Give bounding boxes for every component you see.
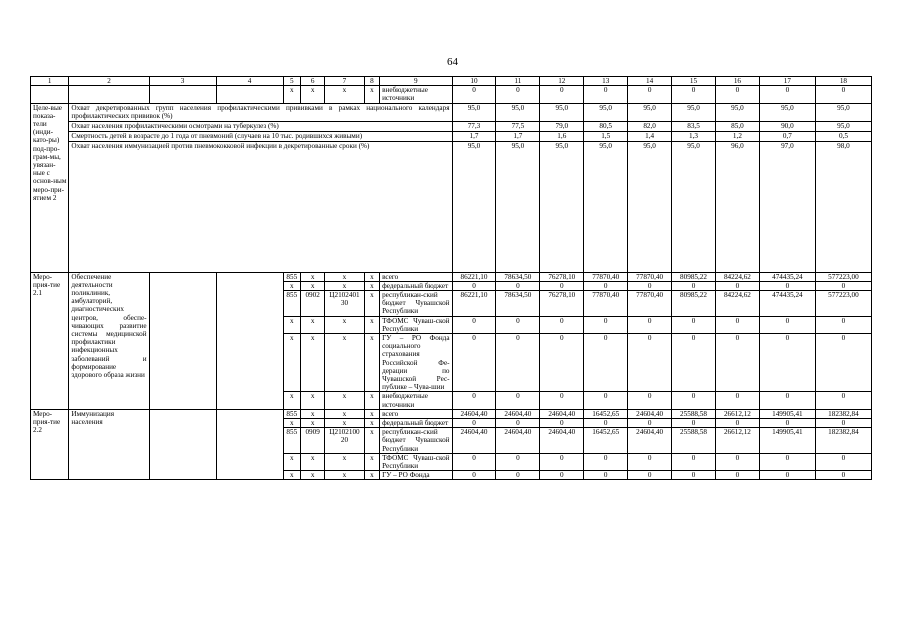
value-cell: 0 [452, 453, 496, 470]
code-cell: x [325, 409, 365, 418]
value-cell: 95,0 [540, 141, 584, 272]
value-cell: 77,3 [452, 121, 496, 131]
code-cell: 0909 [301, 428, 325, 454]
source-cell: федеральный бюджет [380, 419, 452, 428]
value-cell: 0 [584, 453, 628, 470]
value-cell: 95,0 [540, 103, 584, 121]
value-cell: 0 [715, 392, 759, 409]
value-cell: 149905,41 [759, 409, 815, 418]
column-number: 1 [31, 77, 69, 86]
table-row [31, 272, 872, 281]
value-cell: 80985,22 [672, 291, 716, 317]
value-cell: 0 [496, 316, 540, 333]
value-cell: 0 [452, 86, 496, 103]
value-cell: 0 [496, 281, 540, 290]
value-cell: 0 [452, 471, 496, 480]
value-cell: 0 [540, 392, 584, 409]
value-cell: 0 [759, 86, 815, 103]
value-cell: 474435,24 [759, 291, 815, 317]
value-cell: 0 [496, 471, 540, 480]
value-cell: 0 [452, 419, 496, 428]
measure-label: Меро-прия-тие 2.2 [31, 409, 69, 480]
value-cell: 0 [759, 281, 815, 290]
code-cell: x [325, 419, 365, 428]
indicator-text: Охват декретированных групп населения профилактическими прививками в рамках национального календаря профилактических прививок (%) [69, 103, 452, 121]
value-cell: 182382,84 [815, 409, 871, 418]
column-number: 9 [380, 77, 452, 86]
header-row [31, 77, 872, 86]
code-cell: x [364, 316, 379, 333]
value-cell: 79,0 [540, 121, 584, 131]
code-cell: x [364, 281, 379, 290]
value-cell: 0 [540, 471, 584, 480]
value-cell: 577223,00 [815, 291, 871, 317]
source-cell: внебюджетные источники [380, 392, 452, 409]
value-cell: 0 [584, 334, 628, 392]
indicator-text: Охват населения иммунизацией против пневмококковой инфекции в декретированные сроки (%) [69, 141, 452, 272]
value-cell: 95,0 [584, 103, 628, 121]
value-cell: 96,0 [715, 141, 759, 272]
value-cell: 0 [672, 86, 716, 103]
value-cell: 0 [672, 392, 716, 409]
empty-cell [216, 272, 283, 409]
code-cell: x [283, 392, 301, 409]
value-cell: 95,0 [584, 141, 628, 272]
source-cell: внебюджетные источники [380, 86, 452, 103]
value-cell: 0 [584, 471, 628, 480]
code-cell: x [301, 334, 325, 392]
code-cell: x [301, 392, 325, 409]
value-cell: 474435,24 [759, 272, 815, 281]
code-cell: x [325, 316, 365, 333]
column-number: 18 [815, 77, 871, 86]
source-cell: республикан-ский бюджет Чувашской Республики [380, 428, 452, 454]
value-cell: 95,0 [759, 103, 815, 121]
empty-cell [216, 409, 283, 480]
value-cell: 24604,40 [540, 428, 584, 454]
code-cell: x [325, 281, 365, 290]
code-cell: x [364, 392, 379, 409]
value-cell: 0 [540, 281, 584, 290]
value-cell: 0 [759, 392, 815, 409]
value-cell: 0 [452, 316, 496, 333]
value-cell: 1,6 [540, 131, 584, 141]
value-cell: 95,0 [628, 141, 672, 272]
value-cell: 0 [672, 419, 716, 428]
value-cell: 0 [815, 453, 871, 470]
value-cell: 1,7 [496, 131, 540, 141]
value-cell: 77,5 [496, 121, 540, 131]
value-cell: 80985,22 [672, 272, 716, 281]
value-cell: 0 [715, 86, 759, 103]
column-number: 16 [715, 77, 759, 86]
column-number: 4 [216, 77, 283, 86]
code-cell: x [301, 272, 325, 281]
column-number: 11 [496, 77, 540, 86]
code-cell: x [301, 453, 325, 470]
value-cell: 97,0 [759, 141, 815, 272]
code-cell: 855 [283, 409, 301, 418]
code-cell: x [301, 281, 325, 290]
code-cell: Ц2102100 20 [325, 428, 365, 454]
value-cell: 1,4 [628, 131, 672, 141]
indicator-row [31, 103, 872, 121]
value-cell: 0 [496, 419, 540, 428]
value-cell: 0 [759, 471, 815, 480]
code-cell: x [301, 409, 325, 418]
code-cell: x [325, 272, 365, 281]
column-number: 7 [325, 77, 365, 86]
indicator-row [31, 131, 872, 141]
value-cell: 84224,62 [715, 291, 759, 317]
value-cell: 0 [628, 392, 672, 409]
value-cell: 78634,50 [496, 272, 540, 281]
code-cell: x [364, 86, 379, 103]
value-cell: 82,0 [628, 121, 672, 131]
table-row [31, 86, 872, 103]
value-cell: 85,0 [715, 121, 759, 131]
column-number: 2 [69, 77, 149, 86]
code-cell: Ц2102401 30 [325, 291, 365, 317]
empty-cell [69, 86, 149, 103]
value-cell: 0 [672, 453, 716, 470]
code-cell: x [283, 334, 301, 392]
empty-cell [31, 86, 69, 103]
value-cell: 0 [452, 334, 496, 392]
value-cell: 0 [715, 316, 759, 333]
value-cell: 0 [815, 316, 871, 333]
value-cell: 0 [584, 419, 628, 428]
value-cell: 0 [672, 316, 716, 333]
value-cell: 0 [628, 281, 672, 290]
code-cell: x [364, 291, 379, 317]
value-cell: 24604,40 [628, 428, 672, 454]
column-number: 14 [628, 77, 672, 86]
source-cell: республикан-ский бюджет Чувашской Республики [380, 291, 452, 317]
value-cell: 0 [540, 316, 584, 333]
value-cell: 24604,40 [496, 428, 540, 454]
value-cell: 77870,40 [584, 291, 628, 317]
value-cell: 182382,84 [815, 428, 871, 454]
code-cell: x [301, 316, 325, 333]
value-cell: 95,0 [452, 141, 496, 272]
value-cell: 16452,65 [584, 409, 628, 418]
column-number: 10 [452, 77, 496, 86]
value-cell: 0 [715, 334, 759, 392]
value-cell: 0 [584, 316, 628, 333]
value-cell: 0 [540, 86, 584, 103]
value-cell: 0 [759, 419, 815, 428]
value-cell: 78634,50 [496, 291, 540, 317]
code-cell: x [301, 86, 325, 103]
value-cell: 76278,10 [540, 291, 584, 317]
column-number: 3 [149, 77, 216, 86]
code-cell: x [364, 419, 379, 428]
value-cell: 0 [452, 281, 496, 290]
value-cell: 0 [584, 281, 628, 290]
value-cell: 0 [815, 281, 871, 290]
code-cell: x [283, 86, 301, 103]
code-cell: x [364, 471, 379, 480]
code-cell: x [301, 419, 325, 428]
code-cell: x [283, 419, 301, 428]
code-cell: x [301, 471, 325, 480]
value-cell: 95,0 [452, 103, 496, 121]
column-number: 6 [301, 77, 325, 86]
value-cell: 83,5 [672, 121, 716, 131]
value-cell: 0 [815, 86, 871, 103]
value-cell: 77870,40 [628, 291, 672, 317]
value-cell: 95,0 [715, 103, 759, 121]
code-cell: x [325, 471, 365, 480]
value-cell: 84224,62 [715, 272, 759, 281]
empty-cell [216, 86, 283, 103]
value-cell: 0 [759, 334, 815, 392]
column-number: 13 [584, 77, 628, 86]
value-cell: 149905,41 [759, 428, 815, 454]
code-cell: x [364, 409, 379, 418]
value-cell: 0 [715, 471, 759, 480]
value-cell: 77870,40 [628, 272, 672, 281]
source-cell: ГУ – РО Фонда [380, 471, 452, 480]
target-label: Целе-вые показа-тели (инди-като-ры) под-про-грам-мы, увязан-ные с основ-ным меро-при-ятием 2 [31, 103, 69, 272]
value-cell: 0 [715, 419, 759, 428]
code-cell: 0902 [301, 291, 325, 317]
value-cell: 95,0 [672, 141, 716, 272]
code-cell: x [325, 334, 365, 392]
source-cell: всего [380, 409, 452, 418]
column-number: 8 [364, 77, 379, 86]
measure-label: Меро-прия-тие 2.1 [31, 272, 69, 409]
value-cell: 86221,10 [452, 272, 496, 281]
code-cell: 855 [283, 272, 301, 281]
value-cell: 0 [628, 334, 672, 392]
source-cell: федеральный бюджет [380, 281, 452, 290]
code-cell: x [364, 272, 379, 281]
code-cell: 855 [283, 291, 301, 317]
column-number: 17 [759, 77, 815, 86]
value-cell: 26612,12 [715, 409, 759, 418]
table-row [31, 409, 872, 418]
value-cell: 1,2 [715, 131, 759, 141]
value-cell: 0 [540, 453, 584, 470]
value-cell: 0 [672, 281, 716, 290]
value-cell: 0 [815, 392, 871, 409]
value-cell: 95,0 [672, 103, 716, 121]
value-cell: 1,5 [584, 131, 628, 141]
value-cell: 86221,10 [452, 291, 496, 317]
empty-cell [149, 86, 216, 103]
value-cell: 0 [496, 453, 540, 470]
code-cell: 855 [283, 428, 301, 454]
budget-table [30, 76, 872, 480]
value-cell: 0,7 [759, 131, 815, 141]
code-cell: x [283, 281, 301, 290]
value-cell: 95,0 [496, 103, 540, 121]
value-cell: 90,0 [759, 121, 815, 131]
value-cell: 95,0 [628, 103, 672, 121]
value-cell: 0 [584, 392, 628, 409]
indicator-text: Охват населения профилактическими осмотрами на туберкулез (%) [69, 121, 452, 131]
code-cell: x [325, 86, 365, 103]
value-cell: 0 [715, 281, 759, 290]
source-cell: ГУ – РО Фонда социального страхования Российской Фе-дерации по Чувашской Рес-публике – Чува-шии [380, 334, 452, 392]
value-cell: 0 [815, 334, 871, 392]
value-cell: 26612,12 [715, 428, 759, 454]
value-cell: 1,3 [672, 131, 716, 141]
value-cell: 24604,40 [452, 409, 496, 418]
value-cell: 0 [672, 471, 716, 480]
value-cell: 0 [759, 453, 815, 470]
value-cell: 0 [584, 86, 628, 103]
value-cell: 0 [540, 334, 584, 392]
code-cell: x [283, 471, 301, 480]
indicator-row [31, 141, 872, 272]
value-cell: 577223,00 [815, 272, 871, 281]
source-cell: всего [380, 272, 452, 281]
source-cell: ТФОМС Чуваш-ской Республики [380, 453, 452, 470]
source-cell: ТФОМС Чуваш-ской Республики [380, 316, 452, 333]
page-number: 64 [447, 56, 458, 68]
column-number: 15 [672, 77, 716, 86]
value-cell: 0 [759, 316, 815, 333]
value-cell: 0 [628, 86, 672, 103]
empty-cell [149, 272, 216, 409]
value-cell: 77870,40 [584, 272, 628, 281]
indicator-row [31, 121, 872, 131]
value-cell: 80,5 [584, 121, 628, 131]
code-cell: x [283, 453, 301, 470]
value-cell: 0 [496, 392, 540, 409]
value-cell: 0 [628, 316, 672, 333]
empty-cell [149, 409, 216, 480]
value-cell: 0 [628, 453, 672, 470]
value-cell: 0 [496, 86, 540, 103]
value-cell: 76278,10 [540, 272, 584, 281]
value-cell: 0 [672, 334, 716, 392]
code-cell: x [283, 316, 301, 333]
value-cell: 25588,58 [672, 409, 716, 418]
indicator-text: Смертность детей в возрасте до 1 года от пневмоний (случаев на 10 тыс. родившихся живыми) [69, 131, 452, 141]
value-cell: 0,5 [815, 131, 871, 141]
value-cell: 0 [496, 334, 540, 392]
column-number: 12 [540, 77, 584, 86]
value-cell: 0 [715, 453, 759, 470]
value-cell: 0 [815, 471, 871, 480]
code-cell: x [325, 453, 365, 470]
value-cell: 24604,40 [628, 409, 672, 418]
value-cell: 24604,40 [452, 428, 496, 454]
value-cell: 0 [452, 392, 496, 409]
code-cell: x [364, 334, 379, 392]
measure-name: Иммунизация населения [69, 409, 149, 480]
value-cell: 24604,40 [496, 409, 540, 418]
value-cell: 1,7 [452, 131, 496, 141]
value-cell: 95,0 [496, 141, 540, 272]
value-cell: 95,0 [815, 103, 871, 121]
value-cell: 0 [628, 471, 672, 480]
code-cell: x [325, 392, 365, 409]
value-cell: 0 [540, 419, 584, 428]
value-cell: 24604,40 [540, 409, 584, 418]
value-cell: 98,0 [815, 141, 871, 272]
measure-name: Обеспечение деятельности поликлиник, амбулаторий, диагностических центров, обеспе-чивающих развитие системы медицинской профилактики инфекционных заболеваний и формирование здорового образа жизни [69, 272, 149, 409]
column-number: 5 [283, 77, 301, 86]
value-cell: 25588,58 [672, 428, 716, 454]
value-cell: 16452,65 [584, 428, 628, 454]
code-cell: x [364, 453, 379, 470]
value-cell: 95,0 [815, 121, 871, 131]
value-cell: 0 [628, 419, 672, 428]
code-cell: x [364, 428, 379, 454]
value-cell: 0 [815, 419, 871, 428]
